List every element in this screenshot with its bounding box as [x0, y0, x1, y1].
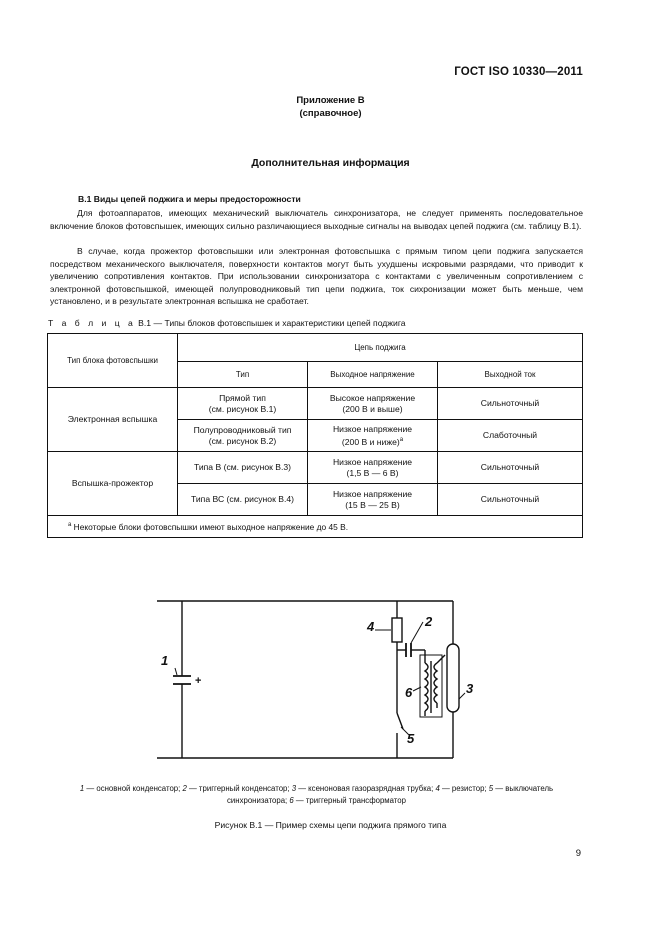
- table-caption-prefix: Т а б л и ц а: [48, 318, 136, 328]
- footnote-mark: а: [68, 522, 72, 529]
- legend-num: 2: [182, 784, 187, 793]
- group-name: Вспышка-прожектор: [48, 452, 178, 516]
- cell-volt-l1: Низкое напряжение: [332, 488, 413, 499]
- paragraph-1: [50, 207, 583, 232]
- sync-switch-blade: [397, 713, 403, 729]
- cell-voltage: [308, 452, 438, 484]
- subheader-type: Тип: [178, 362, 308, 388]
- cell-type: [178, 420, 308, 452]
- legend-num: 1: [79, 784, 85, 793]
- table-footnote: [48, 516, 583, 538]
- leader-1: [175, 668, 177, 675]
- cell-volt-l2: (1,5 В — 6 В): [346, 467, 399, 478]
- subheader-current: Выходной ток: [438, 362, 583, 388]
- transformer-secondary-coil: [434, 663, 437, 703]
- xenon-tube: [447, 644, 459, 712]
- label-6: 6: [405, 685, 413, 700]
- transformer-trigger-wire: [437, 655, 445, 663]
- label-2: 2: [425, 614, 433, 629]
- cell-type: Типа В (см. рисунок В.3): [178, 452, 308, 484]
- appendix-subtitle: (справочное): [299, 108, 362, 119]
- ignition-circuit-diagram: [155, 595, 475, 765]
- flash-types-table: [47, 333, 583, 538]
- legend-text: — выключатель синхронизатора;: [227, 784, 554, 805]
- legend-text: — основной конденсатор;: [84, 784, 183, 793]
- cell-volt-l1: Низкое напряжение: [332, 456, 413, 467]
- table-caption-text: В.1 — Типы блоков фотовспышек и характеристики цепей поджига: [135, 318, 406, 328]
- footnote-ref: а: [399, 436, 404, 443]
- cell-volt-l1: Высокое напряжение: [329, 392, 416, 403]
- header-ignition-circuit: Цепь поджига: [178, 334, 583, 362]
- page-heading: Дополнительная информация: [251, 157, 410, 169]
- legend-num: 3: [291, 784, 297, 793]
- header-flash-type: Тип блока фотовспышки: [48, 334, 178, 388]
- label-4: 4: [367, 619, 375, 634]
- cell-voltage: [308, 420, 438, 452]
- cell-current: Сильноточный: [438, 452, 583, 484]
- subheader-voltage: Выходное напряжение: [308, 362, 438, 388]
- footnote-text: Некоторые блоки фотовспышки имеют выходное напряжение до 45 В.: [71, 521, 349, 532]
- table-caption: [48, 318, 406, 328]
- cell-type: Типа ВС (см. рисунок В.4): [178, 484, 308, 516]
- legend-num: 5: [488, 784, 494, 793]
- cell-voltage: [308, 484, 438, 516]
- legend-text: — триггерный конденсатор;: [186, 784, 292, 793]
- plus-sign: +: [195, 675, 202, 687]
- legend-text: — резистор;: [439, 784, 489, 793]
- label-3: 3: [466, 681, 474, 696]
- cell-type-l2: (см. рисунок В.1): [208, 403, 277, 414]
- leader-3: [459, 693, 465, 699]
- cell-type-l2: (см. рисунок В.2): [208, 435, 277, 446]
- paragraph-1-text: Для фотоаппаратов, имеющих механический выключатель синхронизатора, не следует применять последовательное включение блоков фотовспышек, имеющих сильно различающиеся выходные сигналы на выводах цепей поджига (см. таблицу В.1).: [50, 208, 583, 231]
- legend-text: — триггерный трансформатор: [293, 796, 406, 805]
- legend-num: 6: [289, 796, 294, 805]
- cell-current: Слаботочный: [438, 420, 583, 452]
- figure-legend: [50, 783, 583, 807]
- resistor: [392, 618, 402, 642]
- legend-num: 4: [435, 784, 440, 793]
- cell-voltage: [308, 388, 438, 420]
- leader-2: [411, 622, 423, 643]
- cell-type-l1: Полупроводниковый тип: [193, 424, 292, 435]
- legend-text: — ксеноновая газоразрядная трубка;: [296, 784, 436, 793]
- cell-current: Сильноточный: [438, 388, 583, 420]
- appendix-title: Приложение В: [296, 95, 365, 106]
- label-1: 1: [161, 653, 169, 668]
- section-title: В.1 Виды цепей поджига и меры предосторожности: [78, 194, 301, 204]
- figure-caption: Рисунок В.1 — Пример схемы цепи поджига прямого типа: [214, 820, 447, 830]
- label-5: 5: [407, 731, 415, 746]
- transformer-primary-coil: [425, 663, 428, 711]
- page-number: 9: [575, 848, 581, 859]
- table-row: [48, 452, 583, 484]
- cell-volt-l2: (200 В и ниже): [341, 436, 400, 447]
- cell-type: [178, 388, 308, 420]
- cell-current: Сильноточный: [438, 484, 583, 516]
- cell-type-l1: Прямой тип: [219, 392, 266, 403]
- cell-volt-l2: (200 В и выше): [342, 403, 403, 414]
- cell-volt-l1: Низкое напряжение: [332, 423, 413, 434]
- table-row: [48, 388, 583, 420]
- group-name: Электронная вспышка: [48, 388, 178, 452]
- paragraph-2-text: В случае, когда прожектор фотовспышки или электронная фотовспышка с прямым типом цепи поджига запускается посредством механического выключателя, поверхности контактов могут быть ухудшены искровыми разрядами, что приводит к увеличению сопротивления контактов. При использовании синхронизатора с контактами с увеличенным сопротивлением с электронной фотовспышкой, имеющей полупроводниковый тип цепи поджига, ток сихронизации может быть меньше, чем установлено, и в результате электронная вспышка не сработает.: [50, 246, 583, 307]
- standard-number: ГОСТ ISO 10330—2011: [454, 66, 583, 78]
- paragraph-2: [50, 245, 583, 308]
- cell-volt-l2: (15 В — 25 В): [345, 499, 400, 510]
